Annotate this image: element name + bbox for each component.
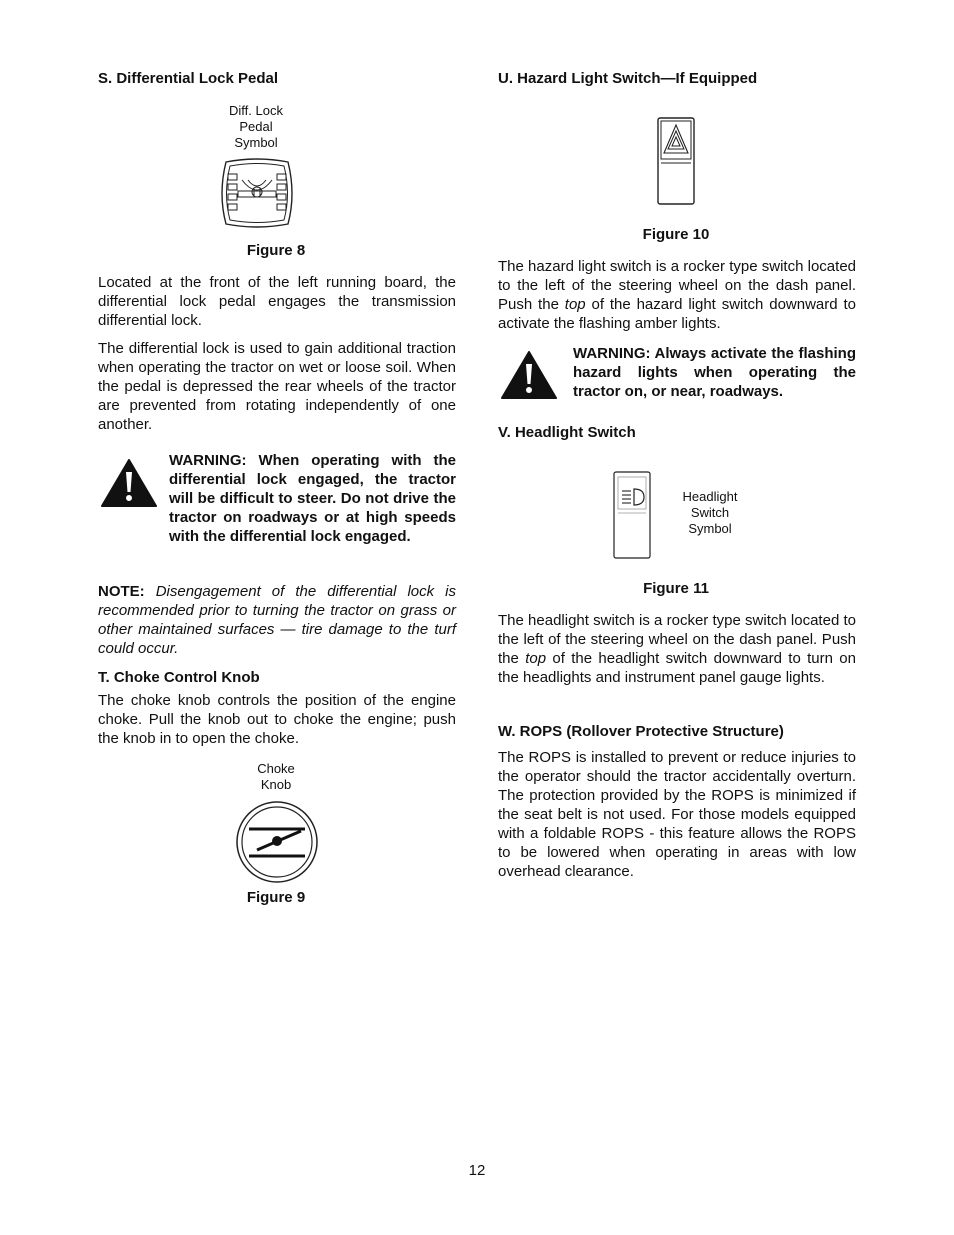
fig11-caption-line: Switch bbox=[690, 505, 730, 520]
fig11-label: Figure 11 bbox=[643, 580, 709, 597]
fig9-caption bbox=[226, 761, 326, 793]
diff-lock-pedal-icon bbox=[218, 158, 296, 230]
fig11-caption-line: Headlight bbox=[682, 489, 738, 504]
s-paragraph-2: The differential lock is used to gain additional traction when operating the tractor on wet or loose soil. When the pedal is depressed the rear wheels of the tractor are prevented from rotating independently of one another. bbox=[98, 340, 456, 433]
hazard-switch-icon bbox=[657, 117, 695, 205]
fig11-caption bbox=[670, 489, 750, 537]
warning-icon bbox=[100, 458, 158, 508]
u-paragraph-text: of the hazard light switch downward to activate the flashing amber lights. bbox=[498, 296, 856, 332]
v-paragraph-emphasis: top bbox=[525, 650, 547, 667]
u-paragraph-emphasis: top bbox=[564, 296, 586, 313]
headlight-switch-icon bbox=[613, 471, 651, 559]
fig8-caption-line: Symbol bbox=[234, 135, 278, 150]
warning-differential-lock: WARNING: When operating with the differential lock engaged, the tractor will be difficult to steer. Do not drive the tractor on roadways or at high speeds with the differential lock engaged. bbox=[169, 452, 456, 545]
section-u-heading: U. Hazard Light Switch—If Equipped bbox=[498, 70, 758, 87]
v-paragraph-text: The headlight switch is a rocker type switch located to the left of the steering wheel on the dash panel. Push the bbox=[498, 612, 856, 667]
fig9-label: Figure 9 bbox=[246, 889, 306, 906]
v-paragraph bbox=[498, 611, 856, 687]
fig10-label: Figure 10 bbox=[642, 226, 710, 243]
fig9-caption-line: Choke bbox=[257, 761, 295, 776]
section-t-heading: T. Choke Control Knob bbox=[98, 669, 260, 686]
warning-icon bbox=[500, 350, 558, 400]
fig8-label: Figure 8 bbox=[246, 242, 306, 259]
note-text: Disengagement of the differential lock is recommended prior to turning the tractor on grass or other maintained surfaces — tire damage to the turf could occur. bbox=[98, 583, 456, 657]
section-v-heading: V. Headlight Switch bbox=[498, 424, 636, 441]
note-paragraph bbox=[98, 582, 456, 658]
t-paragraph: The choke knob controls the position of the engine choke. Pull the knob out to choke the engine; push the knob in to open the choke. bbox=[98, 692, 456, 747]
s-paragraph-1: Located at the front of the left running board, the differential lock pedal engages the transmission differential lock. bbox=[98, 274, 456, 329]
u-paragraph bbox=[498, 257, 856, 333]
fig11-caption-line: Symbol bbox=[688, 521, 732, 536]
fig9-caption-line: Knob bbox=[260, 777, 292, 792]
w-paragraph: The ROPS is installed to prevent or reduce injuries to the operator should the tractor accidentally overturn. The protection provided by the ROPS is minimized if the seat belt is not used. For those models equipped with a foldable ROPS - this feature allows the ROPS to be lowered when operating in areas with low overhead clearance. bbox=[498, 749, 856, 880]
fig8-caption bbox=[206, 103, 306, 151]
warning-hazard-lights: WARNING: Always activate the flashing hazard lights when operating the tractor on, or near, roadways. bbox=[573, 345, 856, 400]
fig8-caption-line: Diff. Lock bbox=[229, 103, 283, 118]
v-paragraph-text: of the headlight switch downward to turn on the headlights and instrument panel gauge lights. bbox=[498, 650, 856, 686]
choke-knob-icon bbox=[235, 800, 319, 884]
section-w-heading: W. ROPS (Rollover Protective Structure) bbox=[498, 723, 784, 740]
section-s-heading: S. Differential Lock Pedal bbox=[98, 70, 279, 87]
u-paragraph-text: The hazard light switch is a rocker type switch located to the left of the steering wheel on the dash panel. Push the bbox=[498, 258, 856, 313]
note-label: NOTE: bbox=[98, 583, 145, 600]
fig8-caption-line: Pedal bbox=[239, 119, 273, 134]
page-number: 12 bbox=[468, 1162, 486, 1179]
